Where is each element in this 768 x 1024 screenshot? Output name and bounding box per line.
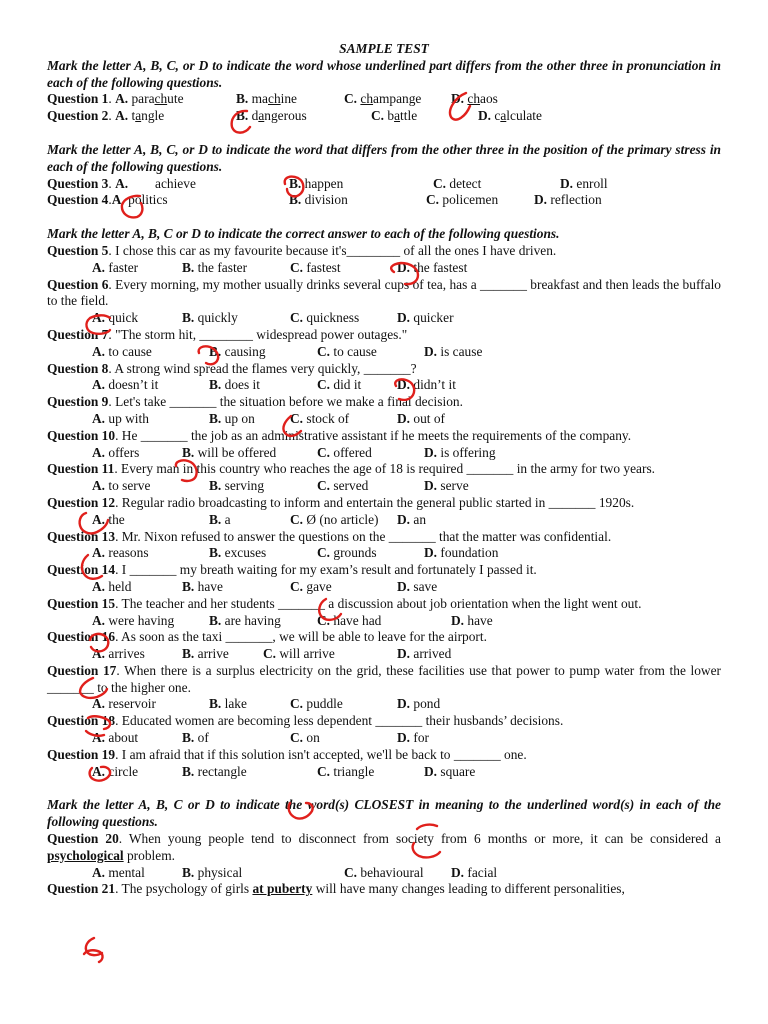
option-letter: C. bbox=[317, 763, 331, 779]
option-letter: A. bbox=[111, 192, 125, 208]
underlined-phrase: at puberty bbox=[252, 881, 313, 897]
question-label: Question 16 bbox=[47, 629, 116, 645]
option-letter: B. bbox=[182, 864, 195, 880]
question-1: Question 1. A. parachute B. machine C. champange D. chaos bbox=[47, 91, 498, 107]
question-12-stem bbox=[47, 495, 721, 512]
option-text: were having bbox=[105, 612, 175, 628]
question-5-options bbox=[47, 260, 721, 277]
option-text: save bbox=[410, 578, 438, 594]
option-text: have bbox=[194, 578, 223, 594]
option-text: detect bbox=[446, 175, 482, 191]
underlined-word: psychological bbox=[47, 847, 124, 863]
option-text: the fastest bbox=[410, 259, 468, 275]
question-text: . A strong wind spread the flames very quickly, _______? bbox=[108, 360, 417, 376]
option-text: pond bbox=[410, 696, 441, 712]
option-text: arrive bbox=[194, 646, 229, 662]
question-label: Question 6 bbox=[47, 276, 109, 292]
question-text-end: problem. bbox=[123, 847, 175, 863]
option-letter: B. bbox=[209, 545, 222, 561]
question-label: Question 1 bbox=[47, 91, 109, 107]
option-text: puddle bbox=[303, 696, 343, 712]
option-letter: A. bbox=[92, 259, 106, 275]
option-letter: A. bbox=[115, 175, 129, 191]
option-text: have bbox=[464, 612, 493, 628]
option-letter: D. bbox=[397, 511, 411, 527]
option-text: served bbox=[330, 478, 369, 494]
option-text: causing bbox=[221, 343, 266, 359]
option-text: a bbox=[221, 511, 231, 527]
question-7-options bbox=[47, 344, 721, 361]
option-letter: A. bbox=[92, 864, 106, 880]
option-text: serving bbox=[221, 478, 265, 494]
option-letter: A. bbox=[115, 108, 129, 124]
option-text: quickly bbox=[194, 310, 238, 326]
option-text: of bbox=[194, 730, 209, 746]
question-text: . As soon as the taxi _______, we will be able to leave for the airport. bbox=[115, 629, 487, 645]
answer-circle-q21 bbox=[84, 950, 103, 962]
question-14-options bbox=[47, 579, 721, 596]
option-text: offered bbox=[330, 444, 372, 460]
question-text: . I chose this car as my favourite because it's________ of all the ones I have driven. bbox=[108, 242, 557, 258]
question-text: . When young people tend to disconnect from society from 6 months or more, it can be considered a bbox=[118, 831, 722, 847]
option-letter: C. bbox=[290, 578, 304, 594]
option-letter: C. bbox=[317, 343, 331, 359]
option-letter: B. bbox=[182, 578, 195, 594]
question-text: . The teacher and her students _______ a discussion about job orientation when the light went out. bbox=[115, 595, 642, 611]
question-text: . Every man in this country who reaches the age of 18 is required _______ in the army for two years. bbox=[114, 461, 656, 477]
option-text: fastest bbox=[303, 259, 341, 275]
question-label: Question 15 bbox=[47, 595, 116, 611]
option-text: policemen bbox=[439, 192, 499, 208]
option-letter: C. bbox=[426, 192, 440, 208]
question-text: . Every morning, my mother usually drinks several cups of tea, has a _______ breakfast and then leads the buffalo to the field. bbox=[47, 276, 721, 309]
question-8-stem bbox=[47, 361, 721, 378]
question-6-options bbox=[47, 310, 721, 327]
option-letter: A. bbox=[92, 343, 106, 359]
option-letter: D. bbox=[397, 259, 411, 275]
option-letter: D. bbox=[451, 864, 465, 880]
instruction-pronunciation: Mark the letter A, B, C, or D to indicate the word whose underlined part differs from the other three in pronunciation in each of the following questions. bbox=[47, 57, 721, 90]
question-label: Question 20 bbox=[47, 831, 119, 847]
question-11-options bbox=[47, 478, 721, 495]
question-16-stem bbox=[47, 629, 721, 646]
option-letter: D. bbox=[397, 730, 411, 746]
option-text: to serve bbox=[105, 478, 151, 494]
option-letter: A. bbox=[92, 310, 106, 326]
question-label: Question 17 bbox=[47, 662, 117, 678]
question-10-stem bbox=[47, 428, 721, 445]
option-text: square bbox=[437, 763, 476, 779]
question-label: Question 12 bbox=[47, 494, 116, 510]
page-title: SAMPLE TEST bbox=[339, 41, 429, 56]
question-text: . Let's take _______ the situation before we make a final decision. bbox=[108, 394, 463, 410]
option-text: facial bbox=[464, 864, 498, 880]
question-8-options bbox=[47, 377, 721, 394]
option-letter: B. bbox=[182, 730, 195, 746]
option-text: excuses bbox=[221, 545, 267, 561]
question-6-stem bbox=[47, 277, 721, 311]
question-text: . "The storm hit, ________ widespread power outages." bbox=[108, 326, 408, 342]
option-letter: D. bbox=[397, 696, 411, 712]
question-text: . When there is a surplus electricity on the grid, these facilities use that power to pump water from the lower _______ to the higher one. bbox=[47, 662, 722, 695]
option-letter: A. bbox=[92, 545, 106, 561]
question-label: Question 13 bbox=[47, 528, 116, 544]
option-letter: A. bbox=[92, 696, 106, 712]
question-17-stem bbox=[47, 663, 721, 697]
test-page bbox=[47, 41, 721, 898]
option-letter: B. bbox=[236, 91, 249, 107]
question-text: . I am afraid that if this solution isn't accepted, we'll be back to _______ one. bbox=[115, 746, 527, 762]
option-letter: C. bbox=[290, 511, 304, 527]
option-letter: B. bbox=[209, 343, 222, 359]
option-letter: B. bbox=[182, 444, 195, 460]
option-text: out of bbox=[410, 410, 445, 426]
question-9-options bbox=[47, 411, 721, 428]
question-19-stem bbox=[47, 747, 721, 764]
option-text: arrived bbox=[410, 646, 452, 662]
option-letter: C. bbox=[433, 175, 447, 191]
option-letter: B. bbox=[289, 192, 302, 208]
question-label: Question 19 bbox=[47, 746, 116, 762]
option-letter: C. bbox=[317, 444, 331, 460]
question-text: . Educated women are becoming less dependent _______ their husbands’ decisions. bbox=[115, 713, 564, 729]
question-label: Question 10 bbox=[47, 427, 116, 443]
option-text: arrives bbox=[105, 646, 145, 662]
option-text: physical bbox=[194, 864, 243, 880]
question-label: Question 9 bbox=[47, 394, 109, 410]
option-letter: B. bbox=[236, 108, 249, 124]
option-letter: D. bbox=[478, 108, 492, 124]
option-text: reservoir bbox=[105, 696, 156, 712]
option-text: didn’t it bbox=[410, 377, 456, 393]
question-label: Question 11 bbox=[47, 461, 115, 477]
option-text: for bbox=[410, 730, 429, 746]
option-text: up with bbox=[105, 410, 149, 426]
option-letter: D. bbox=[424, 478, 438, 494]
question-label: Question 18 bbox=[47, 713, 116, 729]
option-letter: A. bbox=[92, 730, 106, 746]
option-text: serve bbox=[437, 478, 469, 494]
option-letter: C. bbox=[263, 646, 277, 662]
option-letter: B. bbox=[182, 310, 195, 326]
option-letter: D. bbox=[397, 377, 411, 393]
question-text: . Regular radio broadcasting to inform and entertain the general public started in _______ 1920s. bbox=[115, 494, 635, 510]
option-letter: B. bbox=[209, 478, 222, 494]
option-letter: D. bbox=[560, 175, 574, 191]
question-label: Question 21 bbox=[47, 881, 116, 897]
option-text: mental bbox=[105, 864, 145, 880]
option-text: faster bbox=[105, 259, 139, 275]
option-letter: D. bbox=[424, 545, 438, 561]
option-text: are having bbox=[221, 612, 281, 628]
option-letter: A. bbox=[92, 444, 106, 460]
option-text: reflection bbox=[547, 192, 602, 208]
question-13-options bbox=[47, 545, 721, 562]
option-text: triangle bbox=[330, 763, 375, 779]
option-text: quickness bbox=[303, 310, 360, 326]
option-letter: C. bbox=[317, 612, 331, 628]
option-text: doesn’t it bbox=[105, 377, 159, 393]
question-label: Question 3 bbox=[47, 175, 109, 191]
option-text: Ø (no article) bbox=[303, 511, 379, 527]
option-letter: A. bbox=[92, 646, 106, 662]
option-letter: D. bbox=[534, 192, 548, 208]
question-label: Question 5 bbox=[47, 242, 109, 258]
option-text: on bbox=[303, 730, 320, 746]
option-text: lake bbox=[221, 696, 247, 712]
question-text: . He _______ the job as an administrative assistant if he meets the requirements of the company. bbox=[115, 427, 632, 443]
option-letter: C. bbox=[290, 730, 304, 746]
option-text: offers bbox=[105, 444, 140, 460]
option-text: will arrive bbox=[276, 646, 335, 662]
option-letter: C. bbox=[344, 864, 358, 880]
question-label: Question 14 bbox=[47, 562, 116, 578]
question-text-end: will have many changes leading to different personalities, bbox=[312, 881, 625, 897]
option-text: enroll bbox=[573, 175, 608, 191]
question-11-stem bbox=[47, 461, 721, 478]
option-letter: C. bbox=[317, 545, 331, 561]
option-letter: A. bbox=[92, 763, 106, 779]
question-10-options bbox=[47, 445, 721, 462]
question-21-stem bbox=[47, 881, 721, 898]
option-letter: D. bbox=[397, 578, 411, 594]
question-5-stem bbox=[47, 243, 721, 260]
option-letter: D. bbox=[451, 91, 465, 107]
option-text: did it bbox=[330, 377, 362, 393]
option-letter: A. bbox=[115, 91, 129, 107]
option-text: quick bbox=[105, 310, 139, 326]
question-7-stem bbox=[47, 327, 721, 344]
option-text: the faster bbox=[194, 259, 248, 275]
option-letter: A. bbox=[92, 410, 106, 426]
option-letter: A. bbox=[92, 377, 106, 393]
question-label: Question 4 bbox=[47, 192, 109, 208]
question-20-options bbox=[47, 865, 721, 882]
option-letter: B. bbox=[209, 612, 222, 628]
question-14-stem bbox=[47, 562, 721, 579]
option-text: have had bbox=[330, 612, 382, 628]
question-17-options bbox=[47, 696, 721, 713]
option-letter: B. bbox=[182, 646, 195, 662]
option-letter: C. bbox=[317, 478, 331, 494]
question-15-stem bbox=[47, 596, 721, 613]
instruction-stress: Mark the letter A, B, C, or D to indicate the word that differs from the other three in the position of the primary stress in each of the following questions. bbox=[47, 141, 721, 174]
option-text: reasons bbox=[105, 545, 149, 561]
question-label: Question 7 bbox=[47, 326, 109, 342]
question-13-stem bbox=[47, 529, 721, 546]
option-text: held bbox=[105, 578, 132, 594]
option-text: does it bbox=[221, 377, 260, 393]
question-12-options bbox=[47, 512, 721, 529]
option-letter: A. bbox=[92, 478, 106, 494]
option-letter: B. bbox=[289, 175, 302, 191]
option-letter: D. bbox=[424, 343, 438, 359]
option-text: will be offered bbox=[194, 444, 277, 460]
option-text: foundation bbox=[437, 545, 499, 561]
option-text: division bbox=[301, 192, 348, 208]
option-letter: A. bbox=[92, 578, 106, 594]
question-label: Question 8 bbox=[47, 360, 109, 376]
option-letter: C. bbox=[317, 377, 331, 393]
option-letter: C. bbox=[290, 310, 304, 326]
option-text: about bbox=[105, 730, 139, 746]
question-3: Question 3. A. achieve B. happen C. detect D. enroll bbox=[47, 175, 608, 191]
option-letter: D. bbox=[424, 444, 438, 460]
option-letter: D. bbox=[397, 410, 411, 426]
option-text: stock of bbox=[303, 410, 350, 426]
option-text: is cause bbox=[437, 343, 483, 359]
option-text: the bbox=[105, 511, 125, 527]
answer-circle-q20 bbox=[86, 938, 102, 955]
question-text: . Mr. Nixon refused to answer the questions on the _______ that the matter was confidential. bbox=[115, 528, 612, 544]
option-letter: D. bbox=[397, 310, 411, 326]
question-19-options bbox=[47, 764, 721, 781]
option-text: up on bbox=[221, 410, 255, 426]
option-letter: C. bbox=[290, 410, 304, 426]
option-text: quicker bbox=[410, 310, 454, 326]
option-text: grounds bbox=[330, 545, 377, 561]
option-text: rectangle bbox=[194, 763, 247, 779]
question-label: Question 2 bbox=[47, 108, 109, 124]
option-text: happen bbox=[301, 175, 344, 191]
option-text: achieve bbox=[155, 175, 196, 191]
option-letter: C. bbox=[290, 259, 304, 275]
option-text: an bbox=[410, 511, 427, 527]
option-text: politics bbox=[124, 192, 168, 208]
option-letter: C. bbox=[371, 108, 385, 124]
question-16-options bbox=[47, 646, 721, 663]
option-letter: B. bbox=[209, 511, 222, 527]
question-text: . I _______ my breath waiting for my exam’s result and fortunately I passed it. bbox=[115, 562, 537, 578]
option-letter: B. bbox=[182, 763, 195, 779]
option-letter: A. bbox=[92, 511, 106, 527]
option-text: to cause bbox=[330, 343, 377, 359]
question-2: Question 2. A. tangle B. dangerous C. battle D. calculate bbox=[47, 108, 542, 124]
question-18-options bbox=[47, 730, 721, 747]
question-18-stem bbox=[47, 713, 721, 730]
question-9-stem bbox=[47, 394, 721, 411]
option-text: is offering bbox=[437, 444, 496, 460]
question-20-stem bbox=[47, 831, 721, 865]
option-letter: D. bbox=[397, 646, 411, 662]
option-text: to cause bbox=[105, 343, 152, 359]
option-letter: B. bbox=[209, 377, 222, 393]
option-letter: B. bbox=[209, 410, 222, 426]
instruction-closest: Mark the letter A, B, C or D to indicate the word(s) CLOSEST in meaning to the underlined word(s) in each of the following questions. bbox=[47, 797, 721, 830]
option-letter: B. bbox=[209, 696, 222, 712]
option-letter: B. bbox=[182, 259, 195, 275]
question-4: Question 4.A. politics B. division C. policemen D. reflection bbox=[47, 192, 602, 208]
option-text: circle bbox=[105, 763, 139, 779]
option-letter: C. bbox=[290, 696, 304, 712]
instruction-correct-answer: Mark the letter A, B, C or D to indicate the correct answer to each of the following questions. bbox=[47, 226, 560, 242]
option-letter: C. bbox=[344, 91, 358, 107]
option-text: gave bbox=[303, 578, 332, 594]
option-letter: D. bbox=[424, 763, 438, 779]
option-letter: D. bbox=[451, 612, 465, 628]
question-text: . The psychology of girls bbox=[115, 881, 253, 897]
option-letter: A. bbox=[92, 612, 106, 628]
option-text: behavioural bbox=[357, 864, 424, 880]
question-15-options bbox=[47, 613, 721, 630]
